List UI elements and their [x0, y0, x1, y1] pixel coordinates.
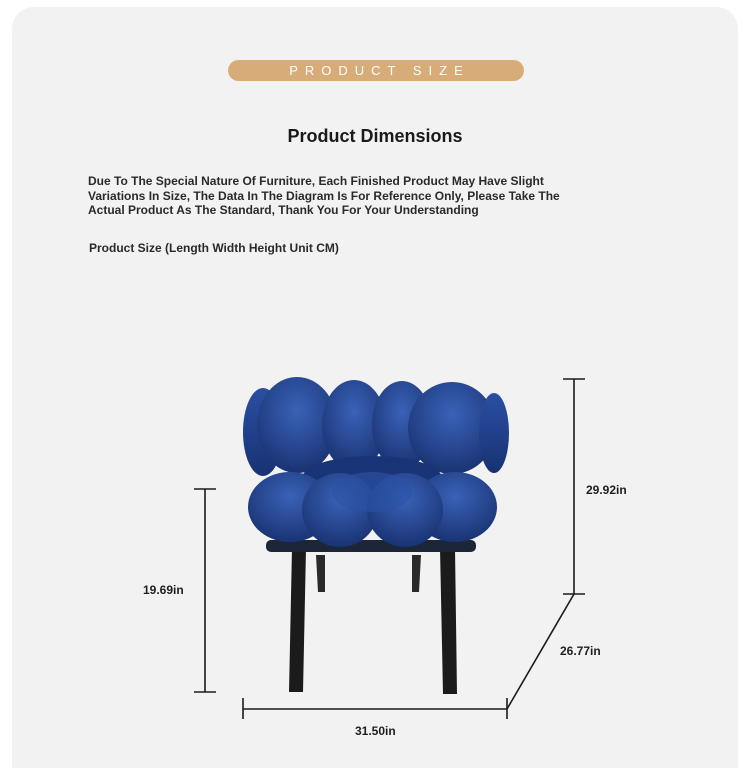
height-dimension-label: 29.92in — [586, 483, 627, 497]
note-line: Variations In Size, The Data In The Diagram Is For Reference Only, Please Take The — [88, 188, 560, 203]
width-dimension-label: 31.50in — [355, 724, 396, 738]
chair-image — [243, 377, 509, 694]
page-title: Product Dimensions — [287, 126, 463, 146]
note-line: Actual Product As The Standard, Thank You For Your Understanding — [88, 203, 479, 217]
seat-height-dimension-label: 19.69in — [143, 583, 184, 597]
banner-label: PRODUCT SIZE — [289, 63, 470, 78]
note-line: Due To The Special Nature Of Furniture, Each Finished Product May Have Slight — [88, 174, 544, 188]
size-unit-label: Product Size (Length Width Height Unit CM) — [89, 241, 339, 255]
depth-dimension-label: 26.77in — [560, 644, 601, 658]
